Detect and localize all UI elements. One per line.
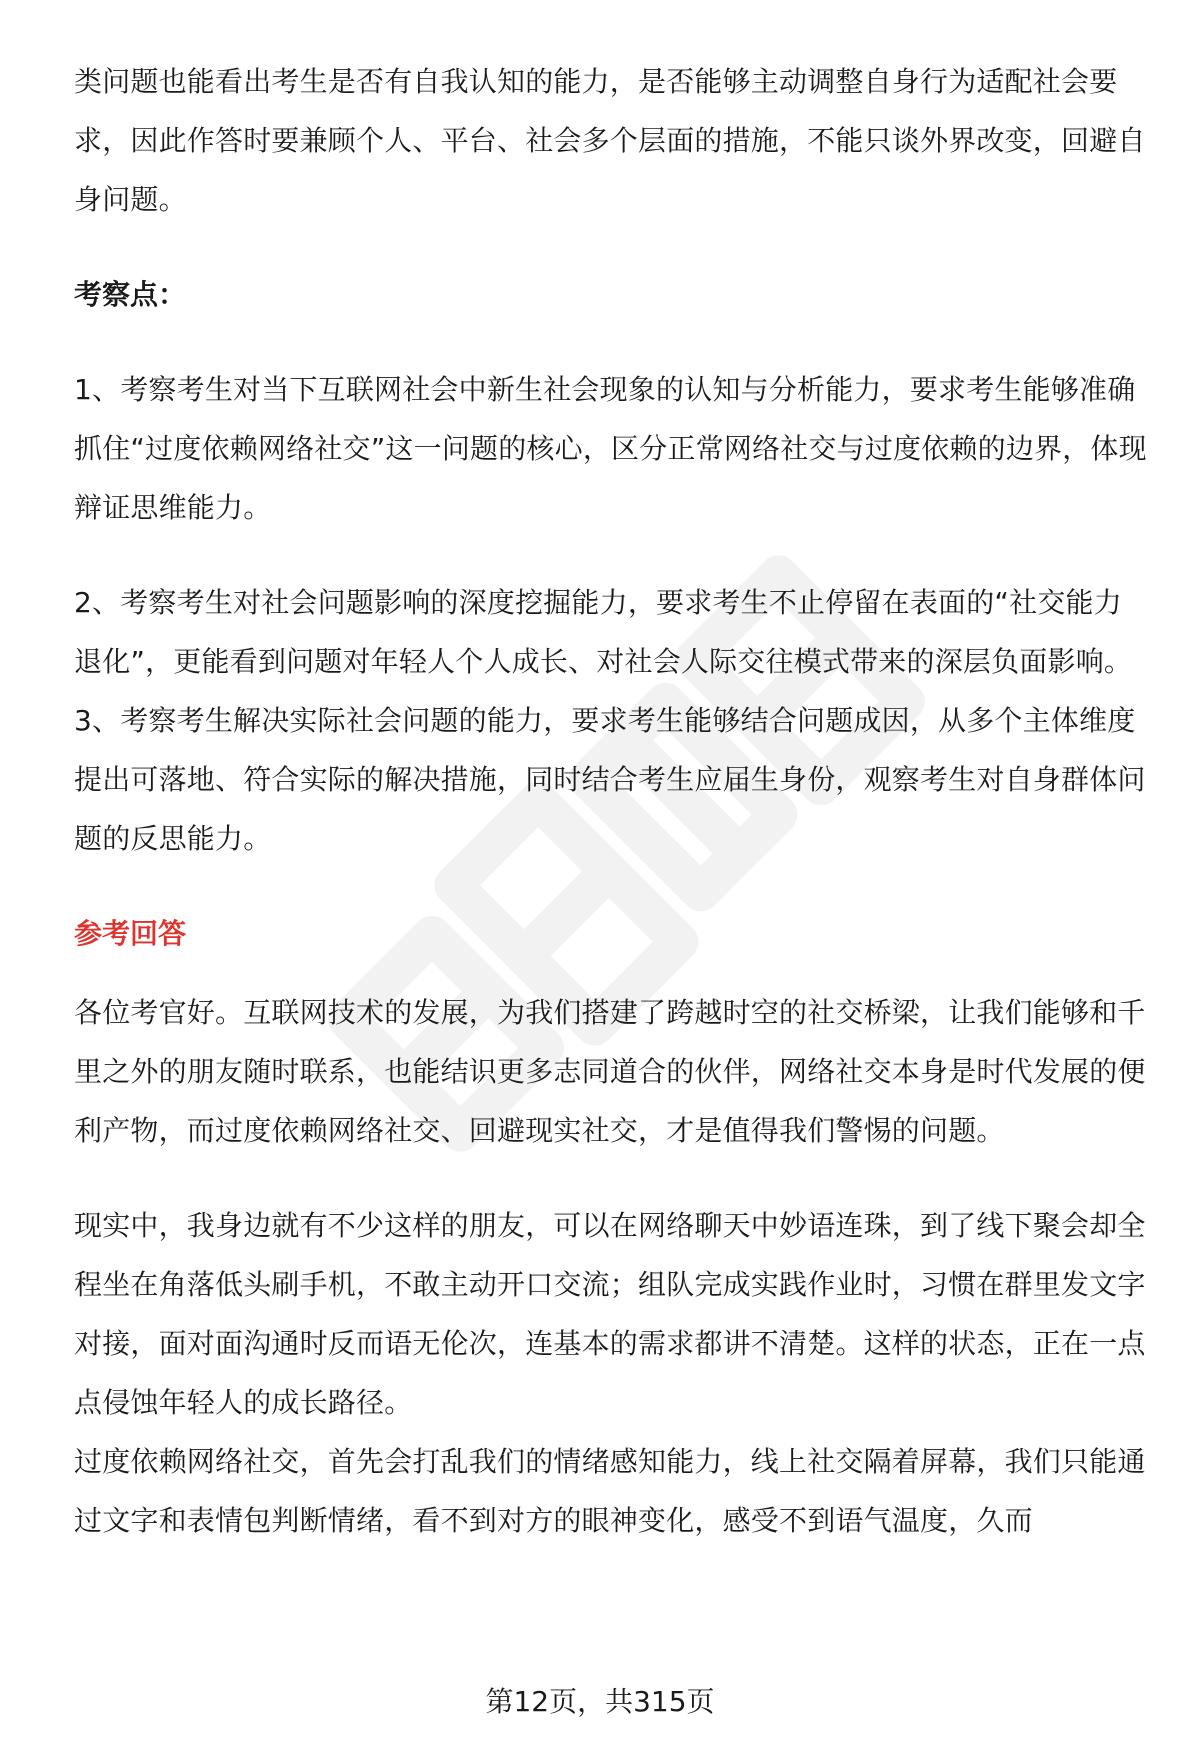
- document-body: [74, 52, 1149, 1550]
- point-item-3: 3、考察考生解决实际社会问题的能力，要求考生能够结合问题成因，从多个主体维度提出可落地、符合实际的解决措施，同时结合考生应届生身份，观察考生对自身群体问题的反思能力。: [74, 704, 1146, 855]
- point-item-1: 1、考察考生对当下互联网社会中新生社会现象的认知与分析能力，要求考生能够准确抓住“过度依赖网络社交”这一问题的核心，区分正常网络社交与过度依赖的边界，体现辩证思维能力。: [74, 373, 1147, 524]
- section-title-answer: 参考回答: [74, 917, 187, 950]
- page-number-footer: 第12页，共315页: [485, 1685, 715, 1718]
- answer-paragraph-1: 各位考官好。互联网技术的发展，为我们搭建了跨越时空的社交桥梁，让我们能够和千里之外的朋友随时联系，也能结识更多志同道合的伙伴，网络社交本身是时代发展的便利产物，而过度依赖网络社交、回避现实社交，才是值得我们警惕的问题。: [74, 996, 1146, 1147]
- point-item-2: 2、考察考生对社会问题影响的深度挖掘能力，要求考生不止停留在表面的“社交能力退化”，更能看到问题对年轻人个人成长、对社会人际交往模式带来的深层负面影响。: [74, 586, 1133, 678]
- intro-paragraph: 类问题也能看出考生是否有自我认知的能力，是否能够主动调整自身行为适配社会要求，因此作答时要兼顾个人、平台、社会多个层面的措施，不能只谈外界改变，回避自身问题。: [74, 65, 1146, 216]
- answer-paragraph-3: 过度依赖网络社交，首先会打乱我们的情绪感知能力，线上社交隔着屏幕，我们只能通过文字和表情包判断情绪，看不到对方的眼神变化，感受不到语气温度，久而: [74, 1445, 1146, 1537]
- answer-paragraph-2: 现实中，我身边就有不少这样的朋友，可以在网络聊天中妙语连珠，到了线下聚会却全程坐在角落低头刷手机，不敢主动开口交流；组队完成实践作业时，习惯在群里发文字对接，面对面沟通时反而语无伦次，连基本的需求都讲不清楚。这样的状态，正在一点点侵蚀年轻人的成长路径。: [74, 1209, 1146, 1419]
- section-title-points: 考察点：: [74, 278, 187, 311]
